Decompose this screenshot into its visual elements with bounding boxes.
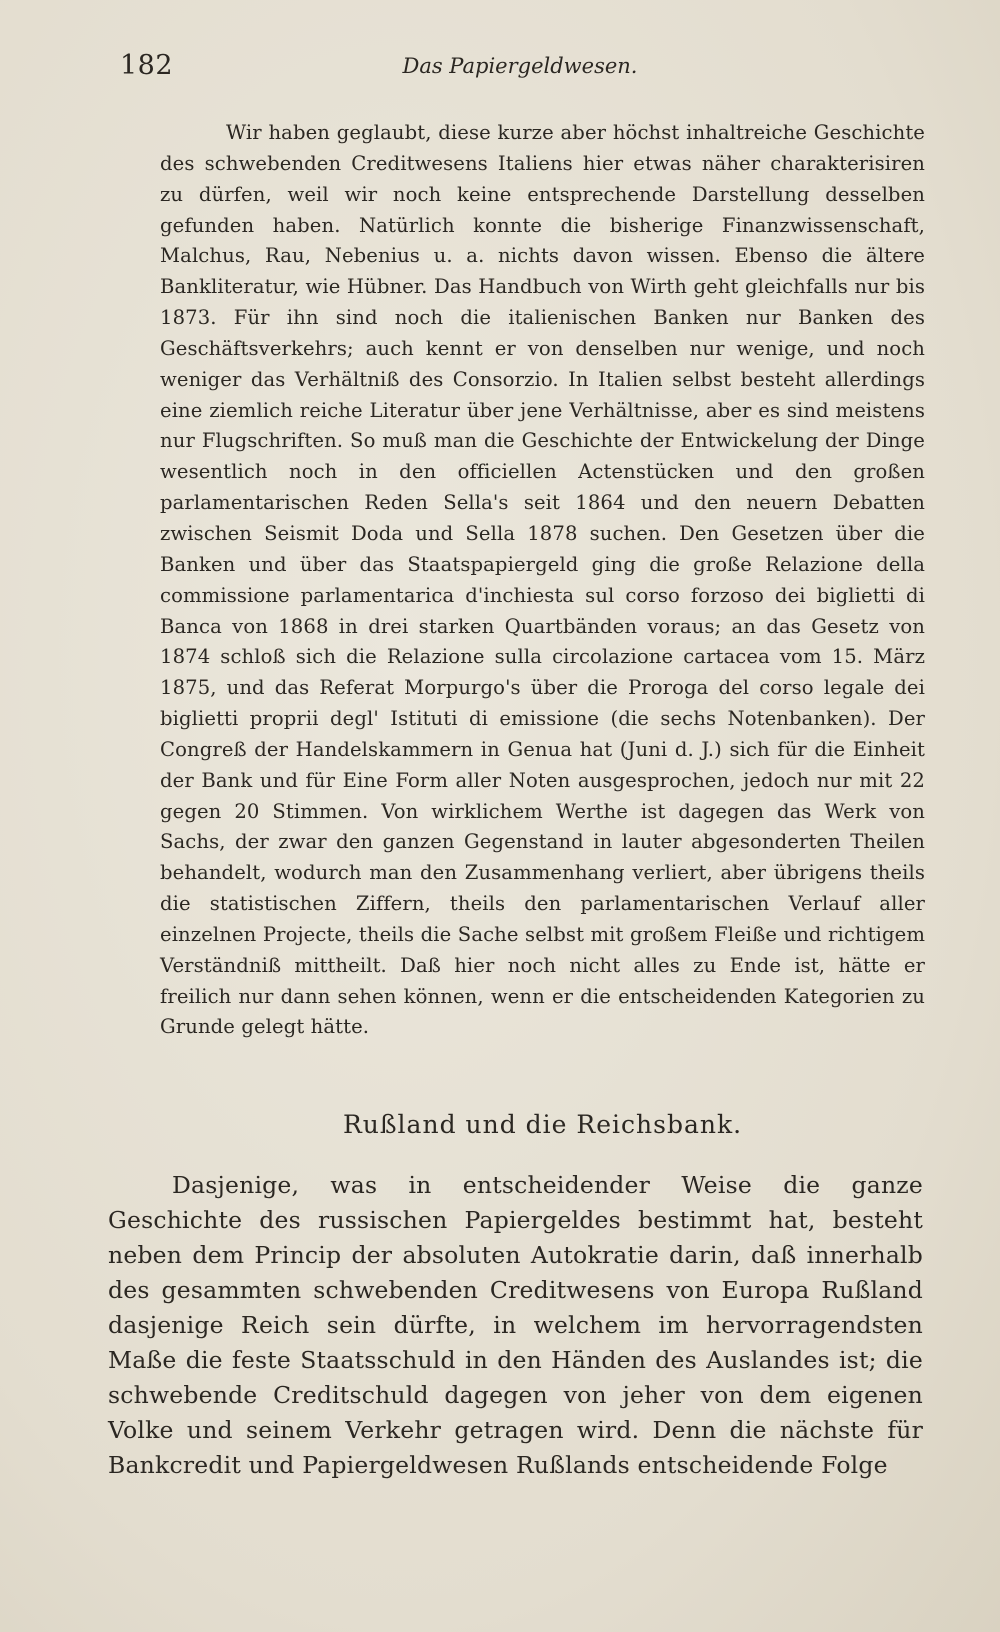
body-paragraph: Dasjenige, was in entscheidender Weise die ganze Geschichte des russischen Papiergeldes bestimmt hat, besteht neben dem Princip der absoluten Autokratie darin, daß innerhalb des gesammten schwebenden Creditwesens von Europa Rußland dasjenige Reich sein dürfte, in welchem im hervorragendsten Maße die feste Staatsschuld in den Händen des Auslandes ist; die schwebende Creditschuld dagegen von jeher von dem eigenen Volke und seinem Verkehr getragen wird. Denn die nächste für Bankcredit und Papiergeldwesen Rußlands entscheidende Folge — [108, 1171, 923, 1479]
page-header — [120, 50, 920, 90]
running-title: Das Papiergeldwesen. — [402, 54, 638, 78]
italy-credit-section — [160, 118, 925, 1043]
body-paragraph: Wir haben geglaubt, diese kurze aber höchst inhaltreiche Geschichte des schwebenden Creditwesens Italiens hier etwas näher charakterisiren zu dürfen, weil wir noch keine entsprechende Darstellung desselben gefunden haben. Natürlich konnte die bisherige Finanzwissenschaft, Malchus, Rau, Nebenius u. a. nichts davon wissen. Ebenso die ältere Bankliteratur, wie Hübner. Das Handbuch von Wirth geht gleichfalls nur bis 1873. Für ihn sind noch die italienischen Banken nur Banken des Geschäftsverkehrs; auch kennt er von denselben nur wenige, und noch weniger das Verhältniß des Consorzio. In Italien selbst besteht allerdings eine ziemlich reiche Literatur über jene Verhältnisse, aber es sind meistens nur Flugschriften. So muß man die Geschichte der Entwickelung der Dinge wesentlich noch in den officiellen Actenstücken und den großen parlamentarischen Reden Sella's seit 1864 und den neuern Debatten zwischen Seismit Doda und Sella 1878 suchen. Den Gesetzen über die Banken und über das Staatspapiergeld ging die große Relazione della commissione parlamentarica d'inchiesta sul corso forzoso dei biglietti di Banca von 1868 in drei starken Quartbänden voraus; an das Gesetz von 1874 schloß sich die Relazione sulla circolazione cartacea vom 15. März 1875, und das Referat Morpurgo's über die Proroga del corso legale dei biglietti proprii degl' Istituti di emissione (die sechs Notenbanken). Der Congreß der Handelskammern in Genua hat (Juni d. J.) sich für die Einheit der Bank und für Eine Form aller Noten ausgesprochen, jedoch nur mit 22 gegen 20 Stimmen. Von wirklichem Werthe ist dagegen das Werk von Sachs, der zwar den ganzen Gegenstand in lauter abgesonderten Theilen behandelt, wodurch man den Zusammenhang verliert, aber übrigens theils die statistischen Ziffern, theils den parlamentarischen Verlauf aller einzelnen Projecte, theils die Sache selbst mit großem Fleiße und richtigem Verständniß mittheilt. Daß hier noch nicht alles zu Ende ist, hätte er freilich nur dann sehen können, wenn er die entscheidenden Kategorien zu Grunde gelegt hätte. — [160, 121, 925, 1039]
section-heading: Rußland und die Reichsbank. — [342, 1110, 743, 1139]
russia-section — [108, 1168, 923, 1483]
page-number: 182 — [120, 50, 174, 81]
